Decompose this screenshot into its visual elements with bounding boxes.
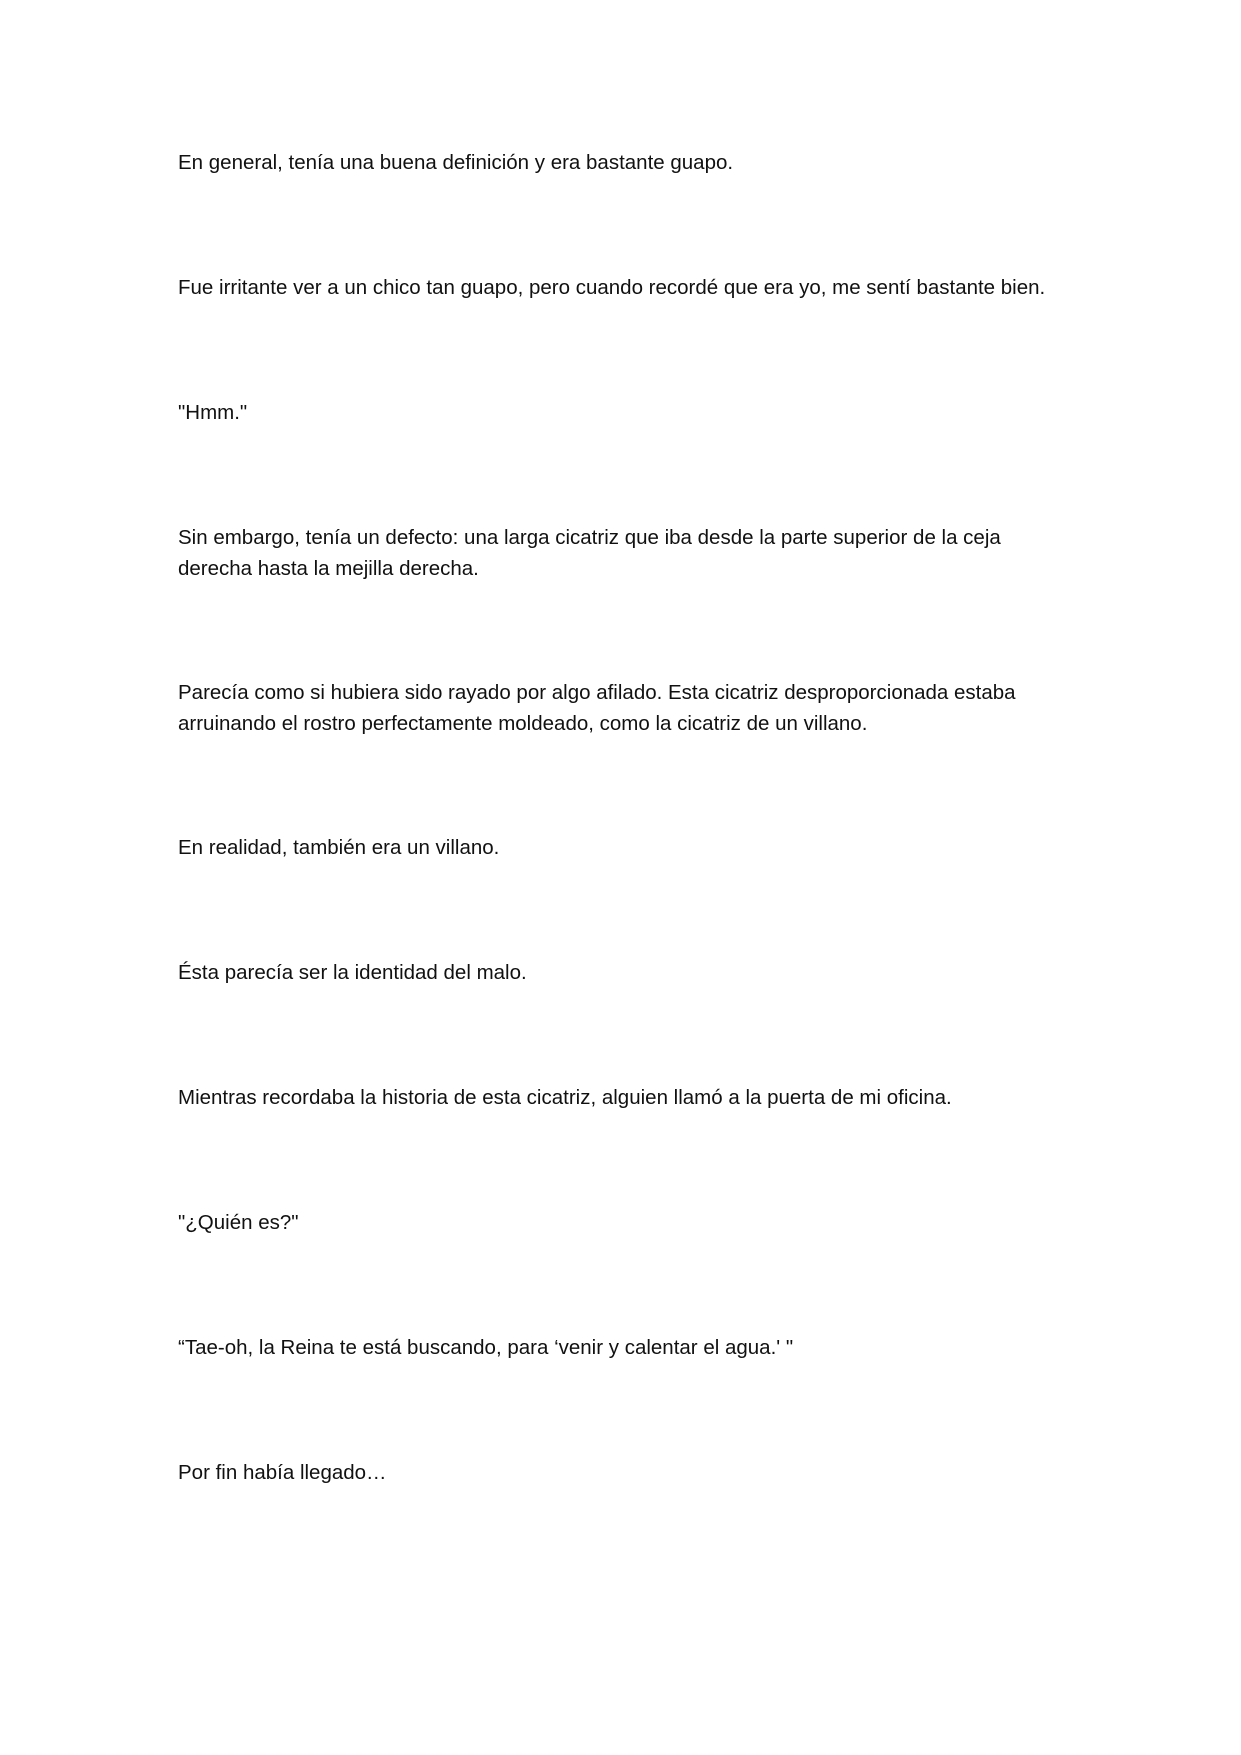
paragraph — [178, 832, 1078, 863]
paragraph — [178, 1082, 1078, 1113]
text-line: En realidad, también era un villano. — [178, 836, 500, 859]
text-line: Parecía como si hubiera sido rayado por algo afilado. Esta cicatriz desproporcionada estaba — [178, 681, 1016, 704]
text-line: Sin embargo, tenía un defecto: una larga cicatriz que iba desde la parte superior de la ceja — [178, 526, 1001, 549]
text-line: derecha hasta la mejilla derecha. — [178, 557, 479, 580]
text-line: "¿Quién es?" — [178, 1211, 299, 1234]
text-line: Por fin había llegado… — [178, 1461, 387, 1484]
paragraph — [178, 1207, 1078, 1238]
paragraph — [178, 397, 1078, 428]
text-line: Ésta parecía ser la identidad del malo. — [178, 961, 527, 984]
text-line: “Tae-oh, la Reina te está buscando, para ‘venir y calentar el agua.' " — [178, 1336, 794, 1359]
text-line: arruinando el rostro perfectamente moldeado, como la cicatriz de un villano. — [178, 712, 868, 735]
paragraph — [178, 272, 1078, 303]
paragraph — [178, 957, 1078, 988]
text-line: Mientras recordaba la historia de esta cicatriz, alguien llamó a la puerta de mi oficina. — [178, 1086, 952, 1109]
paragraph — [178, 147, 1078, 178]
paragraph — [178, 1457, 1078, 1488]
paragraph — [178, 677, 1078, 739]
text-line: En general, tenía una buena definición y era bastante guapo. — [178, 151, 734, 174]
text-line: "Hmm." — [178, 401, 248, 424]
text-line: Fue irritante ver a un chico tan guapo, pero cuando recordé que era yo, me sentí bastante bien. — [178, 276, 1046, 299]
paragraph — [178, 522, 1078, 584]
paragraph — [178, 1332, 1078, 1363]
